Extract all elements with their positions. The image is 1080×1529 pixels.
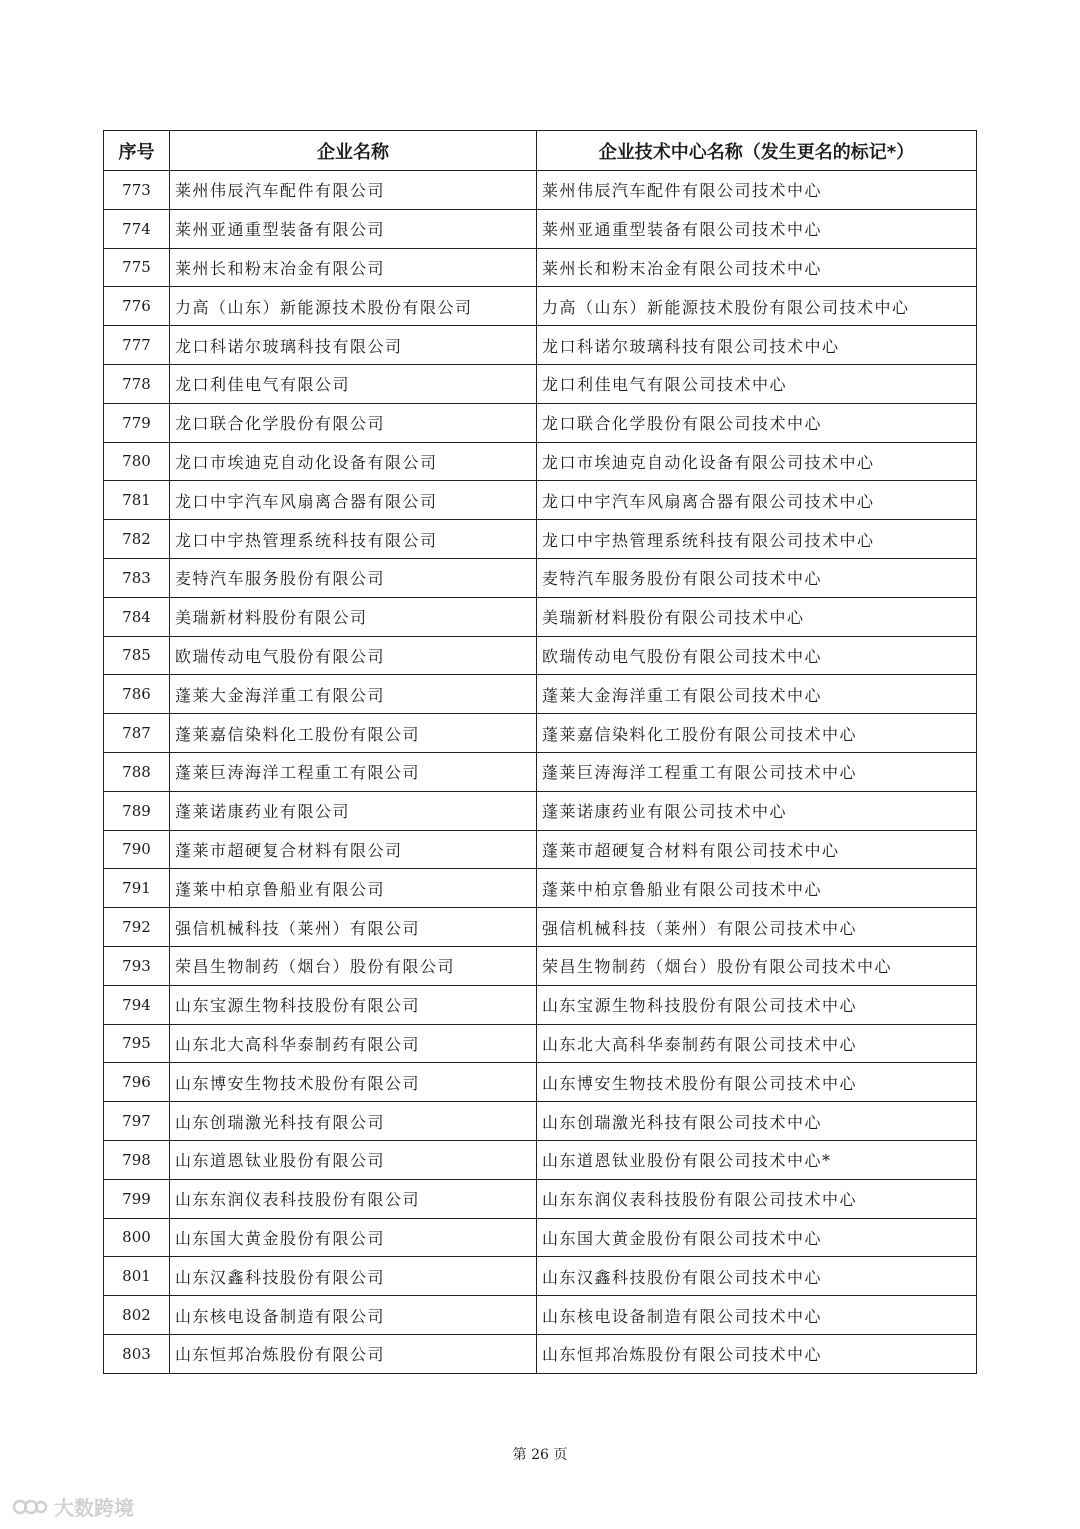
table-row (104, 791, 977, 830)
serial-number-cell: 785 (104, 636, 170, 675)
tech-center-name-cell: 龙口中宇汽车风扇离合器有限公司技术中心 (537, 481, 977, 520)
tech-center-name-cell: 龙口利佳电气有限公司技术中心 (537, 364, 977, 403)
tech-center-name-cell: 山东恒邦冶炼股份有限公司技术中心 (537, 1334, 977, 1373)
tech-center-name-cell: 山东创瑞激光科技有限公司技术中心 (537, 1102, 977, 1141)
enterprise-name-cell: 山东博安生物技术股份有限公司 (170, 1063, 537, 1102)
serial-number-cell: 780 (104, 442, 170, 481)
tech-center-name-cell: 龙口科诺尔玻璃科技有限公司技术中心 (537, 326, 977, 365)
enterprise-name-cell: 欧瑞传动电气股份有限公司 (170, 636, 537, 675)
table-row (104, 752, 977, 791)
serial-number-cell: 799 (104, 1179, 170, 1218)
enterprise-name-cell: 龙口联合化学股份有限公司 (170, 403, 537, 442)
table-row (104, 1179, 977, 1218)
tech-center-name-cell: 强信机械科技（莱州）有限公司技术中心 (537, 908, 977, 947)
table-row (104, 248, 977, 287)
serial-number-cell: 781 (104, 481, 170, 520)
serial-number-cell: 791 (104, 869, 170, 908)
enterprise-name-cell: 荣昌生物制药（烟台）股份有限公司 (170, 946, 537, 985)
tech-center-name-cell: 山东北大高科华泰制药有限公司技术中心 (537, 1024, 977, 1063)
enterprise-name-cell: 山东东润仪表科技股份有限公司 (170, 1179, 537, 1218)
tech-center-name-cell: 山东汉鑫科技股份有限公司技术中心 (537, 1257, 977, 1296)
table-row (104, 597, 977, 636)
enterprise-name-cell: 龙口利佳电气有限公司 (170, 364, 537, 403)
table-row (104, 1102, 977, 1141)
table-row (104, 442, 977, 481)
tech-center-name-cell: 山东道恩钛业股份有限公司技术中心* (537, 1140, 977, 1179)
table-row (104, 908, 977, 947)
table-row (104, 636, 977, 675)
serial-number-cell: 796 (104, 1063, 170, 1102)
tech-center-name-cell: 龙口中宇热管理系统科技有限公司技术中心 (537, 520, 977, 559)
serial-number-cell: 802 (104, 1296, 170, 1335)
tech-center-name-cell: 莱州亚通重型装备有限公司技术中心 (537, 209, 977, 248)
enterprise-name-cell: 蓬莱巨涛海洋工程重工有限公司 (170, 752, 537, 791)
table-row (104, 364, 977, 403)
serial-number-cell: 775 (104, 248, 170, 287)
serial-number-cell: 783 (104, 558, 170, 597)
serial-number-cell: 774 (104, 209, 170, 248)
table-row (104, 558, 977, 597)
enterprise-name-cell: 蓬莱中柏京鲁船业有限公司 (170, 869, 537, 908)
tech-center-name-cell: 莱州伟辰汽车配件有限公司技术中心 (537, 171, 977, 210)
serial-number-cell: 801 (104, 1257, 170, 1296)
enterprise-name-cell: 美瑞新材料股份有限公司 (170, 597, 537, 636)
enterprise-name-cell: 龙口科诺尔玻璃科技有限公司 (170, 326, 537, 365)
serial-number-cell: 800 (104, 1218, 170, 1257)
enterprise-name-cell: 蓬莱大金海洋重工有限公司 (170, 675, 537, 714)
serial-number-cell: 794 (104, 985, 170, 1024)
enterprise-name-cell: 山东宝源生物科技股份有限公司 (170, 985, 537, 1024)
table-row (104, 287, 977, 326)
enterprise-name-cell: 山东北大高科华泰制药有限公司 (170, 1024, 537, 1063)
table-row (104, 1063, 977, 1102)
tech-center-name-cell: 山东国大黄金股份有限公司技术中心 (537, 1218, 977, 1257)
serial-number-cell: 784 (104, 597, 170, 636)
table-row (104, 1024, 977, 1063)
watermark-text: 大数跨境 (54, 1496, 134, 1520)
enterprise-name-cell: 蓬莱嘉信染料化工股份有限公司 (170, 714, 537, 753)
tech-center-name-cell: 美瑞新材料股份有限公司技术中心 (537, 597, 977, 636)
enterprise-name-cell: 山东恒邦冶炼股份有限公司 (170, 1334, 537, 1373)
enterprise-name-cell: 山东道恩钛业股份有限公司 (170, 1140, 537, 1179)
table-row (104, 326, 977, 365)
table-row (104, 520, 977, 559)
enterprise-tech-center-table (103, 130, 977, 1374)
table-row (104, 403, 977, 442)
tech-center-name-cell: 山东博安生物技术股份有限公司技术中心 (537, 1063, 977, 1102)
table-header-row (104, 131, 977, 171)
enterprise-name-cell: 龙口中宇热管理系统科技有限公司 (170, 520, 537, 559)
enterprise-name-cell: 力高（山东）新能源技术股份有限公司 (170, 287, 537, 326)
enterprise-name-cell: 蓬莱诺康药业有限公司 (170, 791, 537, 830)
enterprise-name-cell: 强信机械科技（莱州）有限公司 (170, 908, 537, 947)
header-tech-center-name: 企业技术中心名称（发生更名的标记*） (537, 131, 977, 171)
enterprise-name-cell: 龙口市埃迪克自动化设备有限公司 (170, 442, 537, 481)
tech-center-name-cell: 蓬莱巨涛海洋工程重工有限公司技术中心 (537, 752, 977, 791)
tech-center-name-cell: 山东宝源生物科技股份有限公司技术中心 (537, 985, 977, 1024)
enterprise-name-cell: 麦特汽车服务股份有限公司 (170, 558, 537, 597)
serial-number-cell: 803 (104, 1334, 170, 1373)
serial-number-cell: 777 (104, 326, 170, 365)
serial-number-cell: 793 (104, 946, 170, 985)
tech-center-name-cell: 山东东润仪表科技股份有限公司技术中心 (537, 1179, 977, 1218)
tech-center-name-cell: 龙口联合化学股份有限公司技术中心 (537, 403, 977, 442)
tech-center-name-cell: 力高（山东）新能源技术股份有限公司技术中心 (537, 287, 977, 326)
tech-center-name-cell: 蓬莱诺康药业有限公司技术中心 (537, 791, 977, 830)
serial-number-cell: 789 (104, 791, 170, 830)
table-row (104, 209, 977, 248)
watermark (12, 1492, 134, 1521)
serial-number-cell: 787 (104, 714, 170, 753)
logo-icon (12, 1496, 48, 1518)
table-row (104, 985, 977, 1024)
enterprise-name-cell: 莱州亚通重型装备有限公司 (170, 209, 537, 248)
header-enterprise-name: 企业名称 (170, 131, 537, 171)
serial-number-cell: 779 (104, 403, 170, 442)
table-row (104, 946, 977, 985)
enterprise-name-cell: 山东国大黄金股份有限公司 (170, 1218, 537, 1257)
table-row (104, 1334, 977, 1373)
table-row (104, 1296, 977, 1335)
table-row (104, 1140, 977, 1179)
tech-center-name-cell: 荣昌生物制药（烟台）股份有限公司技术中心 (537, 946, 977, 985)
table-row (104, 171, 977, 210)
tech-center-name-cell: 山东核电设备制造有限公司技术中心 (537, 1296, 977, 1335)
serial-number-cell: 782 (104, 520, 170, 559)
enterprise-name-cell: 莱州长和粉末冶金有限公司 (170, 248, 537, 287)
enterprise-name-cell: 龙口中宇汽车风扇离合器有限公司 (170, 481, 537, 520)
tech-center-name-cell: 麦特汽车服务股份有限公司技术中心 (537, 558, 977, 597)
tech-center-name-cell: 蓬莱中柏京鲁船业有限公司技术中心 (537, 869, 977, 908)
serial-number-cell: 773 (104, 171, 170, 210)
serial-number-cell: 788 (104, 752, 170, 791)
serial-number-cell: 790 (104, 830, 170, 869)
serial-number-cell: 792 (104, 908, 170, 947)
serial-number-cell: 786 (104, 675, 170, 714)
enterprise-name-cell: 莱州伟辰汽车配件有限公司 (170, 171, 537, 210)
serial-number-cell: 797 (104, 1102, 170, 1141)
serial-number-cell: 776 (104, 287, 170, 326)
table-row (104, 1257, 977, 1296)
enterprise-name-cell: 蓬莱市超硬复合材料有限公司 (170, 830, 537, 869)
enterprise-name-cell: 山东核电设备制造有限公司 (170, 1296, 537, 1335)
tech-center-name-cell: 蓬莱嘉信染料化工股份有限公司技术中心 (537, 714, 977, 753)
tech-center-name-cell: 莱州长和粉末冶金有限公司技术中心 (537, 248, 977, 287)
table-row (104, 714, 977, 753)
table-row (104, 869, 977, 908)
table-row (104, 675, 977, 714)
table-row (104, 481, 977, 520)
table-row (104, 1218, 977, 1257)
enterprise-name-cell: 山东创瑞激光科技有限公司 (170, 1102, 537, 1141)
tech-center-name-cell: 欧瑞传动电气股份有限公司技术中心 (537, 636, 977, 675)
serial-number-cell: 798 (104, 1140, 170, 1179)
serial-number-cell: 795 (104, 1024, 170, 1063)
tech-center-name-cell: 蓬莱市超硬复合材料有限公司技术中心 (537, 830, 977, 869)
serial-number-cell: 778 (104, 364, 170, 403)
tech-center-name-cell: 蓬莱大金海洋重工有限公司技术中心 (537, 675, 977, 714)
enterprise-name-cell: 山东汉鑫科技股份有限公司 (170, 1257, 537, 1296)
header-serial-number: 序号 (104, 131, 170, 171)
page-number: 第 26 页 (512, 1447, 568, 1463)
tech-center-name-cell: 龙口市埃迪克自动化设备有限公司技术中心 (537, 442, 977, 481)
table-row (104, 830, 977, 869)
